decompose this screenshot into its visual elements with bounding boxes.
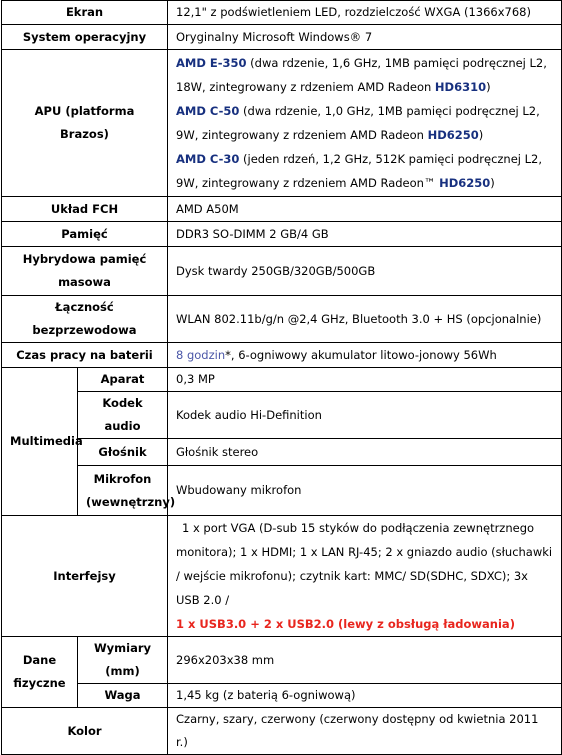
label-lacznosc: Łączność bezprzewodowa [2,296,168,343]
apu-model: AMD C-50 [176,104,240,118]
value-lacznosc: WLAN 802.11b/g/n @2,4 GHz, Bluetooth 3.0 + HS (opcjonalnie) [168,296,562,343]
apu-gpu: HD6250 [427,128,479,142]
row-kolor [2,708,562,755]
value-wymiary: 296x203x38 mm [168,637,562,684]
value-waga: 1,45 kg (z baterią 6-ogniwową) [168,684,562,708]
value-glosnik: Głośnik stereo [168,439,562,466]
label-ekran: Ekran [2,1,168,25]
value-kodek: Kodek audio Hi-Definition [168,392,562,439]
row-ekran [2,1,562,25]
label-pamiec: Pamięć [2,222,168,247]
row-aparat [2,368,562,392]
apu-gpu: HD6250 [439,176,491,190]
label-multimedia: Multimedia [2,368,78,516]
label-interfejsy: Interfejsy [2,516,168,637]
label-aparat: Aparat [78,368,168,392]
value-system: Oryginalny Microsoft Windows® 7 [168,25,562,50]
label-hybrydowa-line1: Hybrydowa pamięć [22,252,147,266]
row-pamiec [2,222,562,247]
row-fch [2,197,562,222]
apu-item [176,99,555,147]
apu-model: AMD C-30 [176,152,240,166]
label-mikrofon [78,466,176,516]
label-waga: Waga [78,684,168,708]
label-wymiary-line2: (mm) [105,664,140,678]
label-kodek: Kodek audio [78,392,168,439]
row-wymiary [2,637,562,684]
row-interfejsy [2,516,562,637]
label-bateria: Czas pracy na baterii [2,343,168,368]
row-lacznosc [2,296,562,343]
apu-desc: (jeden rdzeń, 1,2 GHz, 512K pamięci podręcznej L2, 9W, zintegrowany z rdzeniem AMD Radeon™ [176,152,543,190]
label-mikrofon-line1: Mikrofon [93,471,152,486]
label-wymiary-line1: Wymiary [93,641,152,655]
label-hybrydowa [2,247,168,296]
row-mikrofon [2,466,562,516]
battery-desc: *, 6-ogniwowy akumulator litowo-jonowy 56Wh [225,347,497,362]
apu-model: AMD E-350 [176,56,247,70]
row-hybrydowa [2,247,562,296]
value-interfejsy [168,516,562,637]
label-fch: Układ FCH [2,197,168,222]
apu-gpu: HD6310 [434,80,487,94]
interfaces-usb3: 1 x USB3.0 + 2 x USB2.0 (lewy z obsługą ładowania) [176,617,515,631]
value-fch: AMD A50M [168,197,562,222]
value-apu [168,50,562,197]
label-wymiary [78,637,168,684]
row-waga [2,684,562,708]
apu-desc: (dwa rdzenie, 1,6 GHz, 1MB pamięci podręcznej L2, 18W, zintegrowany z rdzeniem AMD Radeon [176,56,547,94]
value-kolor: Czarny, szary, czerwony (czerwony dostępny od kwietnia 2011 r.) [168,708,562,755]
value-ekran: 12,1" z podświetleniem LED, rozdzielczość WXGA (1366x768) [168,1,562,25]
specification-table [1,0,562,755]
apu-item [176,51,555,99]
label-kolor: Kolor [2,708,168,755]
value-mikrofon: Wbudowany mikrofon [168,466,562,516]
value-bateria [168,343,562,368]
value-aparat: 0,3 MP [168,368,562,392]
label-system: System operacyjny [2,25,168,50]
row-apu [2,50,562,197]
battery-hours: 8 godzin [176,347,226,362]
value-hybrydowa: Dysk twardy 250GB/320GB/500GB [168,247,562,296]
apu-tail: ) [486,80,491,94]
row-kodek [2,392,562,439]
label-apu: APU (platforma Brazos) [2,50,168,197]
apu-tail: ) [490,176,495,190]
label-mikrofon-line2: (wewnętrzny) [86,494,176,509]
apu-tail: ) [478,128,484,142]
apu-item [176,147,555,195]
label-glosnik: Głośnik [78,439,168,466]
value-pamiec: DDR3 SO-DIMM 2 GB/4 GB [168,222,562,247]
interfaces-text: 1 x port VGA (D-sub 15 styków do podłączenia zewnętrznego monitora); 1 x HDMI; 1 x LAN RJ-45; 2 x gniazdo audio (słuchawki / wejście mikrofonu); czytnik kart: MMC/ SD(SDHC, SDXC); 3x USB 2.0 / [176,521,553,607]
row-bateria [2,343,562,368]
label-hybrydowa-line2: masowa [58,275,111,289]
label-dane-line1: Dane [22,653,57,667]
row-glosnik [2,439,562,466]
label-dane-line2: fizyczne [13,676,66,690]
row-system [2,25,562,50]
apu-desc: (dwa rdzenie, 1,0 GHz, 1MB pamięci podręcznej L2, 9W, zintegrowany z rdzeniem AMD Radeon [176,104,540,142]
label-dane [2,637,78,708]
